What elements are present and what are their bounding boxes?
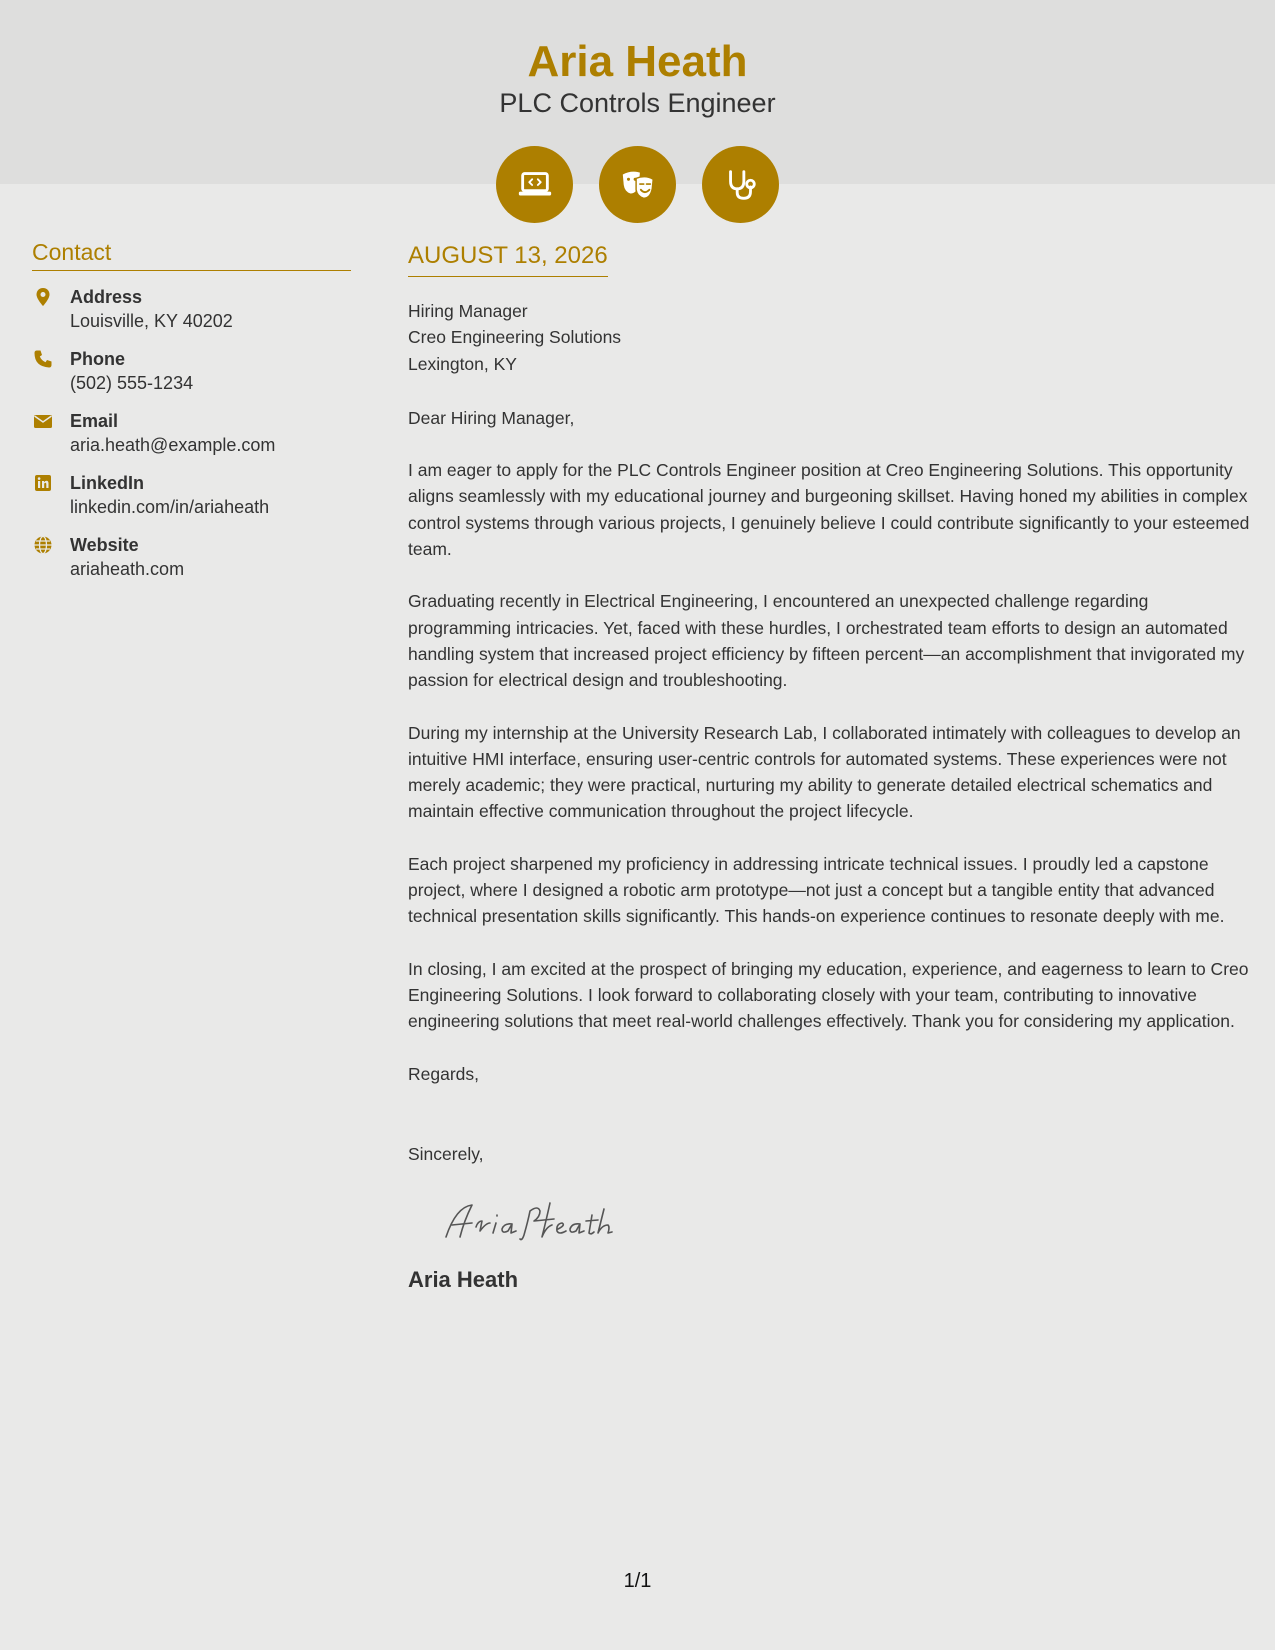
- handwritten-signature: [442, 1197, 642, 1245]
- contact-item-address: [32, 285, 351, 333]
- envelope-icon: [32, 409, 70, 457]
- signer-name: Aria Heath: [408, 1267, 519, 1293]
- contact-item-email: [32, 409, 351, 457]
- contact-sidebar: [32, 238, 351, 581]
- theater-masks-icon: [599, 146, 676, 223]
- contact-item-phone: [32, 347, 351, 395]
- phone-icon: [32, 347, 70, 395]
- sincerely: Sincerely,: [408, 1143, 484, 1164]
- recipient-line: Creo Engineering Solutions: [408, 327, 622, 348]
- linkedin-icon: [32, 471, 70, 519]
- contact-label: Email: [70, 411, 119, 431]
- recipient-line: Lexington, KY: [408, 353, 517, 374]
- location-pin-icon: [32, 285, 70, 333]
- contact-heading: Contact: [32, 238, 351, 271]
- body-paragraph: I am eager to apply for the PLC Controls Engineer position at Creo Engineering Solutions. This opportunity aligns seamlessly with my educational journey and burgeoning skillset. Having honed my abilities in complex control systems through various projects, I genuinely believe I could contribute significantly to your esteemed team.: [408, 460, 1250, 560]
- body-paragraph: During my internship at the University Research Lab, I collaborated intimately with colleagues to develop an intuitive HMI interface, ensuring user-centric controls for automated systems. These experiences were not merely academic; they were practical, nurturing my ability to generate detailed electrical schematics and maintain effective communication throughout the project lifecycle.: [408, 722, 1241, 822]
- letter-date: AUGUST 13, 2026: [408, 240, 608, 277]
- body-paragraph: Each project sharpened my proficiency in addressing intricate technical issues. I proudly led a capstone project, where I designed a robotic arm prototype—not just a concept but a tangible entity that advanced technical presentation skills significantly. This hands-on experience continues to resonate deeply with me.: [408, 853, 1225, 927]
- candidate-role: PLC Controls Engineer: [499, 88, 776, 118]
- letter-body: [408, 240, 1254, 1293]
- contact-value: ariaheath.com: [70, 559, 185, 579]
- salutation: Dear Hiring Manager,: [408, 407, 575, 428]
- page-number: 1/1: [623, 1570, 652, 1592]
- contact-value: linkedin.com/in/ariaheath: [70, 497, 270, 517]
- contact-label: Phone: [70, 349, 126, 369]
- contact-value: (502) 555-1234: [70, 373, 194, 393]
- body-paragraph: Graduating recently in Electrical Engineering, I encountered an unexpected challenge regarding programming intricacies. Yet, faced with these hurdles, I orchestrated team efforts to design an automated handling system that increased project efficiency by fifteen percent—an accomplishment that invigorated my passion for electrical design and troubleshooting.: [408, 591, 1245, 691]
- contact-value: Louisville, KY 40202: [70, 311, 233, 331]
- laptop-code-icon: [496, 146, 573, 223]
- contact-label: LinkedIn: [70, 473, 145, 493]
- globe-icon: [32, 533, 70, 581]
- contact-item-linkedin: [32, 471, 351, 519]
- candidate-name: Aria Heath: [527, 37, 748, 86]
- recipient-block: [408, 298, 1254, 377]
- contact-label: Website: [70, 535, 139, 555]
- interest-icons: [496, 146, 779, 223]
- recipient-line: Hiring Manager: [408, 301, 528, 321]
- stethoscope-icon: [702, 146, 779, 223]
- contact-label: Address: [70, 287, 143, 307]
- contact-item-website: [32, 533, 351, 581]
- body-paragraph: In closing, I am excited at the prospect of bringing my education, experience, and eagerness to learn to Creo Engineering Solutions. I look forward to collaborating closely with your team, contributing to innovative engineering solutions that meet real-world challenges effectively. Thank you for considering my application.: [408, 958, 1249, 1032]
- contact-value: aria.heath@example.com: [70, 435, 276, 455]
- closing: Regards,: [408, 1063, 480, 1084]
